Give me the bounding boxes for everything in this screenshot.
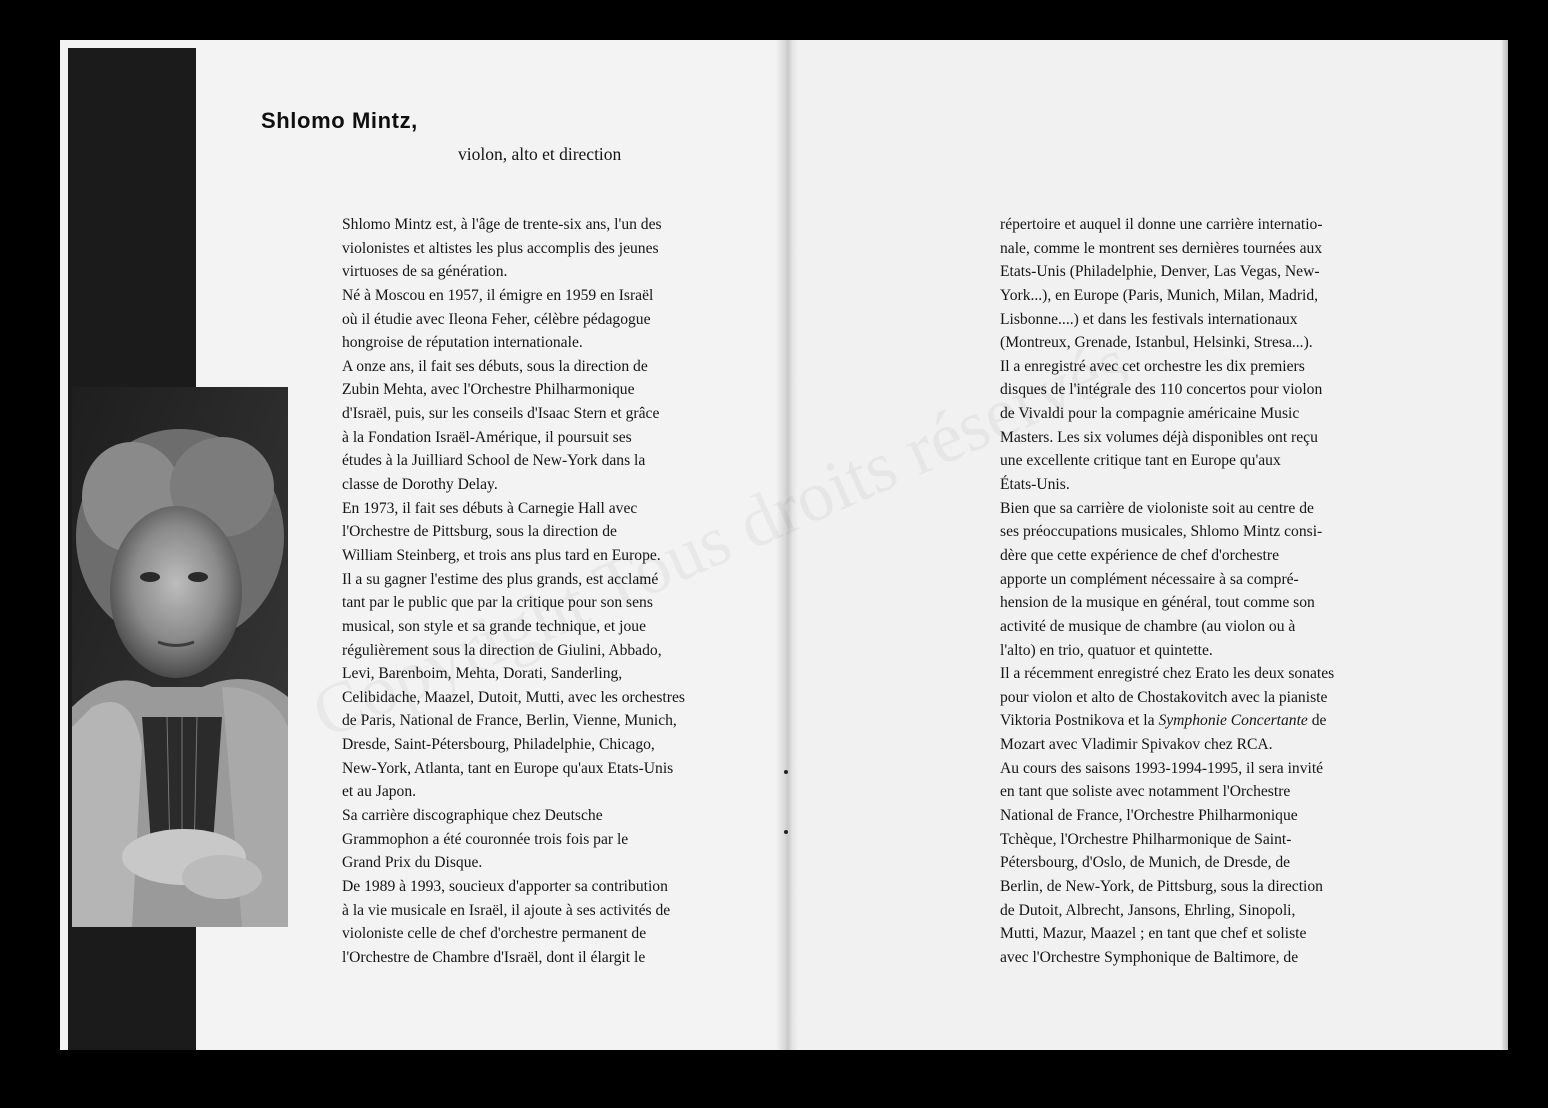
text-line: Sa carrière discographique chez Deutsche (342, 807, 603, 825)
text-line: de Dutoit, Albrecht, Jansons, Ehrling, Sinopoli, (1000, 901, 1296, 919)
left-page (60, 40, 784, 1050)
text-line: l'Orchestre de Chambre d'Israël, dont il élargit le (342, 948, 646, 966)
text-line: dère que cette expérience de chef d'orchestre (1000, 546, 1279, 564)
text-line: où il étudie avec Ileona Feher, célèbre pédagogue (342, 310, 651, 328)
text-line: De 1989 à 1993, soucieux d'apporter sa contribution (342, 877, 668, 895)
text-line: A onze ans, il fait ses débuts, sous la direction de (342, 357, 648, 375)
page-subtitle: violon, alto et direction (458, 144, 622, 164)
text-line: Mozart avec Vladimir Spivakov chez RCA. (1000, 736, 1273, 754)
text-line: Pétersbourg, d'Oslo, de Munich, de Dresde, de (1000, 854, 1291, 872)
binding-mark (784, 830, 788, 834)
text-line: apporte un complément nécessaire à sa compré- (1000, 570, 1299, 588)
portrait-photo-icon (72, 387, 288, 927)
text-line: avec l'Orchestre Symphonique de Baltimore, de (1000, 948, 1299, 966)
booklet-spread (60, 40, 1508, 1050)
text-line: nale, comme le montrent ses dernières tournées aux (1000, 239, 1323, 257)
text-line: violoniste celle de chef d'orchestre permanent de (342, 925, 647, 943)
text-fragment: Viktoria Postnikova et la (1000, 712, 1159, 730)
text-line: Zubin Mehta, avec l'Orchestre Philharmonique (342, 381, 635, 399)
text-line: New-York, Atlanta, tant en Europe qu'aux Etats-Unis (342, 759, 674, 777)
text-line: activité de musique de chambre (au violon ou à (1000, 617, 1296, 635)
text-line: l'alto) en trio, quatuor et quintette. (1000, 641, 1213, 659)
text-line-with-italic (1000, 709, 1334, 733)
text-line: Masters. Les six volumes déjà disponibles ont reçu (1000, 428, 1318, 446)
text-line: Etats-Unis (Philadelphie, Denver, Las Vegas, New- (1000, 263, 1320, 281)
text-line: Levi, Barenboim, Mehta, Dorati, Sanderling, (342, 665, 623, 683)
text-line: Tchèque, l'Orchestre Philharmonique de Saint- (1000, 830, 1292, 848)
text-line: musical, son style et sa grande technique, et joue (342, 617, 646, 635)
text-line: de Vivaldi pour la compagnie américaine Music (1000, 405, 1300, 423)
text-line: National de France, l'Orchestre Philharmonique (1000, 807, 1298, 825)
text-line: hongroise de réputation internationale. (342, 334, 583, 352)
text-line: études à la Juilliard School de New-York dans la (342, 452, 646, 470)
biography-column-right (1000, 213, 1334, 970)
text-line: l'Orchestre de Pittsburg, sous la direction de (342, 523, 617, 541)
italic-title: Symphonie Concertante (1158, 712, 1308, 730)
text-fragment: de (1307, 712, 1327, 730)
text-line: (Montreux, Grenade, Istanbul, Helsinki, Stresa...). (1000, 334, 1313, 352)
page-title: Shlomo Mintz, (261, 108, 418, 133)
text-line: en tant que soliste avec notamment l'Orchestre (1000, 783, 1291, 801)
text-line: répertoire et auquel il donne une carrière internatio- (1000, 216, 1323, 233)
book-gutter (776, 40, 798, 1050)
text-line: Shlomo Mintz est, à l'âge de trente-six ans, l'un des (342, 216, 662, 233)
text-line: une excellente critique tant en Europe qu'aux (1000, 452, 1281, 470)
text-line: violonistes et altistes les plus accomplis des jeunes (342, 239, 659, 257)
page-edge (1502, 40, 1508, 1050)
text-line: disques de l'intégrale des 110 concertos pour violon (1000, 381, 1323, 399)
biography-column-left (342, 213, 685, 970)
text-line: William Steinberg, et trois ans plus tard en Europe. (342, 546, 661, 564)
text-line: Il a enregistré avec cet orchestre les dix premiers (1000, 357, 1305, 375)
text-line: virtuoses de sa génération. (342, 263, 508, 281)
text-line: En 1973, il fait ses débuts à Carnegie Hall avec (342, 499, 638, 517)
text-line: Berlin, de New-York, de Pittsburg, sous la direction (1000, 877, 1323, 895)
text-line: Il a su gagner l'estime des plus grands, est acclamé (342, 570, 659, 588)
text-line: États-Unis. (1000, 476, 1070, 494)
text-line: Il a récemment enregistré chez Erato les deux sonates (1000, 665, 1335, 683)
text-line: hension de la musique en général, tout comme son (1000, 594, 1315, 612)
text-line: régulièrement sous la direction de Giulini, Abbado, (342, 641, 662, 659)
text-line: Grand Prix du Disque. (342, 854, 483, 872)
text-line: à la Fondation Israël-Amérique, il poursuit ses (342, 428, 632, 446)
text-line: et au Japon. (342, 783, 417, 801)
text-line: York...), en Europe (Paris, Munich, Milan, Madrid, (1000, 286, 1319, 304)
text-line: à la vie musicale en Israël, il ajoute à ses activités de (342, 901, 671, 919)
text-line: Né à Moscou en 1957, il émigre en 1959 en Israël (342, 286, 654, 304)
text-line: de Paris, National de France, Berlin, Vienne, Munich, (342, 712, 677, 730)
text-line: tant par le public que par la critique pour son sens (342, 594, 653, 612)
text-line: ses préoccupations musicales, Shlomo Mintz consi- (1000, 523, 1323, 541)
text-line: Lisbonne....) et dans les festivals internationaux (1000, 310, 1298, 328)
text-line: Dresde, Saint-Pétersbourg, Philadelphie, Chicago, (342, 736, 655, 754)
binding-mark (784, 770, 788, 774)
text-line: pour violon et alto de Chostakovitch avec la pianiste (1000, 688, 1328, 706)
text-line: Grammophon a été couronnée trois fois par le (342, 830, 629, 848)
text-line: Celibidache, Maazel, Dutoit, Mutti, avec les orchestres (342, 688, 685, 706)
text-line: Au cours des saisons 1993-1994-1995, il sera invité (1000, 759, 1324, 777)
text-line: classe de Dorothy Delay. (342, 476, 498, 494)
text-line: d'Israël, puis, sur les conseils d'Isaac Stern et grâce (342, 405, 660, 423)
text-line: Mutti, Mazur, Maazel ; en tant que chef et soliste (1000, 925, 1307, 943)
text-line: Bien que sa carrière de violoniste soit au centre de (1000, 499, 1314, 517)
